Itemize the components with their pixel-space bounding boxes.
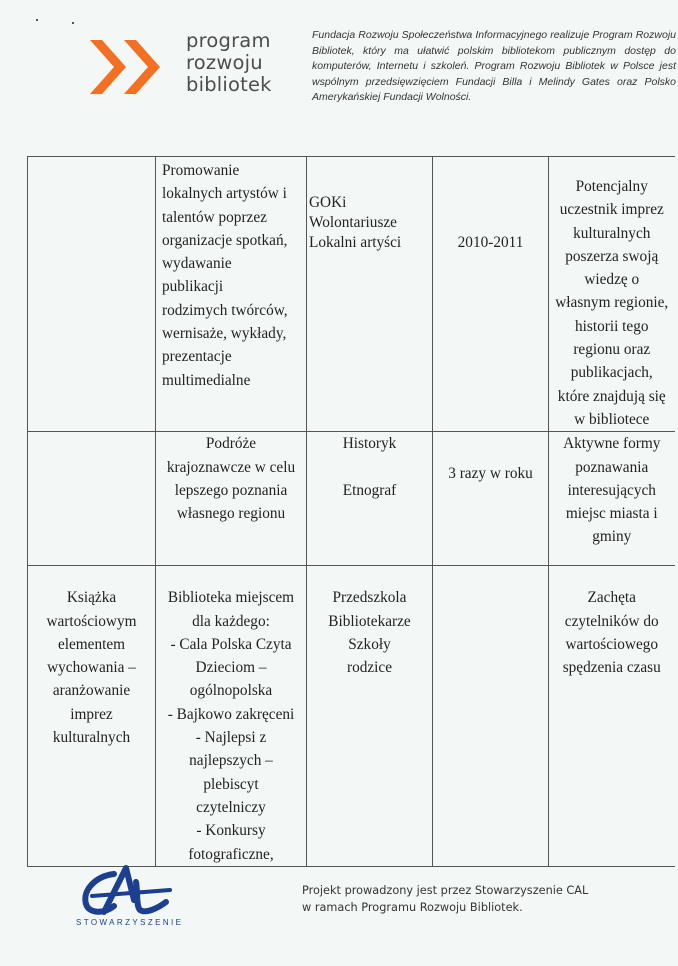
project-note: [302, 882, 588, 916]
partners-cell: Historyk Etnograf: [307, 432, 433, 566]
letterhead: [0, 0, 678, 130]
scan-speck: [36, 19, 38, 21]
goal-cell: [28, 432, 156, 566]
table-row: [28, 432, 675, 566]
table-row: [28, 157, 675, 432]
result-cell: Aktywne formy poznawania interesujących miejsc miasta i gminy: [549, 432, 675, 566]
double-chevron-icon: [88, 36, 168, 98]
partners-cell: GOKi Wolontariusze Lokalni artyści: [307, 157, 433, 432]
term-cell: 2010-2011: [433, 157, 549, 432]
goal-cell: Książka wartościowym elementem wychowania – aranżowanie imprez kulturalnych: [28, 566, 156, 867]
foundation-intro: Fundacja Rozwoju Społeczeństwa Informacyjnego realizuje Program Rozwoju Bibliotek, który ma ułatwić polskim bibliotekom publicznym dostęp do komputerów, Internetu i szkoleń. Program Rozwoju Bibliotek w Polsce jest wspólnym przedsięwzięciem Fundacji Billa i Melindy Gates oraz Polsko Amerykańskiej Fundacji Wolności.: [312, 29, 676, 104]
program-logo-wordmark: [186, 30, 272, 96]
table-row: [28, 566, 675, 867]
activity-table: [27, 156, 675, 867]
cal-brand-name: STOWARZYSZENIE: [76, 918, 184, 927]
project-note-line-2: w ramach Programu Rozwoju Bibliotek.: [302, 901, 523, 914]
logo-line-1: program: [186, 29, 271, 52]
term-cell: 3 razy w roku: [433, 432, 549, 566]
activity-cell: Podróże krajoznawcze w celu lepszego poznania własnego regionu: [156, 432, 307, 566]
scan-speck: [72, 22, 74, 24]
logo-line-2: rozwoju: [186, 51, 263, 74]
result-cell: Zachęta czytelników do wartościowego spędzenia czasu: [549, 566, 675, 867]
activity-cell: Biblioteka miejscem dla każdego: - Cala Polska Czyta Dzieciom – ogólnopolska - Bajkowo zakręceni - Najlepsi z najlepszych – plebiscyt czytelniczy - Konkursy fotograficzne,: [156, 566, 307, 867]
result-cell: Potencjalny uczestnik imprez kulturalnych poszerza swoją wiedzę o własnym regionie, historii tego regionu oraz publikacjach, które znajdują się w bibliotece: [549, 157, 675, 432]
goal-cell: [28, 157, 156, 432]
term-cell: [433, 566, 549, 867]
logo-line-3: bibliotek: [186, 73, 272, 96]
activity-cell: Promowanie lokalnych artystów i talentów poprzez organizacje spotkań, wydawanie publikacji rodzimych twórców, wernisaże, wykłady, prezentacje multimedialne: [156, 157, 307, 432]
partners-cell: Przedszkola Bibliotekarze Szkoły rodzice: [307, 566, 433, 867]
project-note-line-1: Projekt prowadzony jest przez Stowarzyszenie CAL: [302, 884, 589, 897]
